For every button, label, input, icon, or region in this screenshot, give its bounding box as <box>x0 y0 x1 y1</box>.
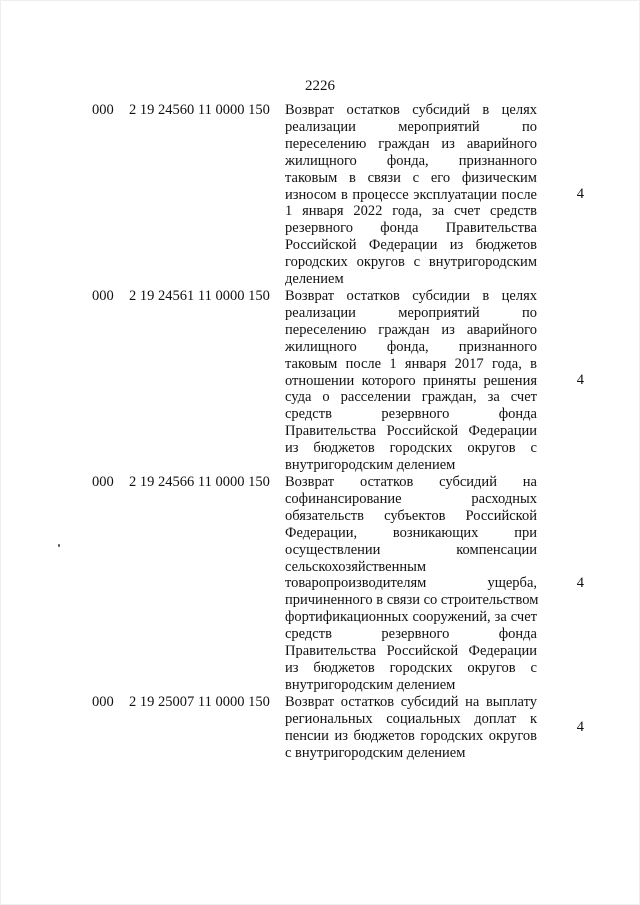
description-line: резервного фонда Правительства <box>285 220 537 237</box>
table-row <box>92 474 592 694</box>
description-line: осуществлении компенсации <box>285 541 537 558</box>
description-line: причиненного в связи со строительством <box>285 592 539 609</box>
row-description <box>285 288 537 474</box>
row-description <box>285 694 537 762</box>
kbk-code: 2 19 24561 11 0000 150 <box>129 288 270 304</box>
description-line: средств резервного фонда <box>285 626 537 643</box>
admin-code: 000 <box>92 288 114 304</box>
row-description <box>285 474 537 694</box>
description-line: сельскохозяйственным <box>285 558 427 575</box>
table-row <box>92 102 592 288</box>
description-line: региональных социальных доплат к <box>285 710 537 727</box>
description-line: обязательств субъектов Российской <box>285 507 537 524</box>
description-line: жилищного фонда, признанного <box>285 338 537 355</box>
description-line: городских округов с внутригородским <box>285 254 537 271</box>
description-line: Возврат остатков субсидий на <box>285 474 537 490</box>
description-line: внутригородским делением <box>285 457 456 474</box>
table-row <box>92 694 592 764</box>
description-line: Российской Федерации из бюджетов <box>285 237 537 254</box>
admin-code: 000 <box>92 102 114 118</box>
description-line: Возврат остатков субсидий в целях <box>285 102 537 118</box>
description-line: Возврат остатков субсидий на выплату <box>285 694 537 710</box>
scan-speck <box>58 544 60 547</box>
admin-code: 000 <box>92 694 114 710</box>
description-line: фортификационных сооружений, за счет <box>285 609 537 626</box>
description-line: реализации мероприятий по <box>285 304 537 321</box>
row-value: 4 <box>576 372 584 388</box>
description-line: таковым в связи с его физическим <box>285 169 537 186</box>
description-line: делением <box>285 271 344 288</box>
description-line: Правительства Российской Федерации <box>285 423 537 440</box>
page-number: 2226 <box>305 78 335 94</box>
row-value: 4 <box>576 186 584 202</box>
description-line: внутригородским делением <box>285 676 456 693</box>
description-line: с внутригородским делением <box>285 744 466 761</box>
description-line: износом в процессе эксплуатации после <box>285 186 537 203</box>
row-value: 4 <box>576 719 584 735</box>
table-row <box>92 288 592 474</box>
description-line: Правительства Российской Федерации <box>285 643 537 660</box>
kbk-code: 2 19 25007 11 0000 150 <box>129 694 270 710</box>
description-line: реализации мероприятий по <box>285 118 537 135</box>
kbk-code: 2 19 24566 11 0000 150 <box>129 474 270 490</box>
description-line: товаропроизводителям ущерба, <box>285 575 537 592</box>
description-line: средств резервного фонда <box>285 406 537 423</box>
kbk-code: 2 19 24560 11 0000 150 <box>129 102 270 118</box>
description-line: из бюджетов городских округов с <box>285 440 537 457</box>
description-line: Возврат остатков субсидии в целях <box>285 288 537 304</box>
row-value: 4 <box>576 575 584 591</box>
description-line: суда о расселении граждан, за счет <box>285 389 537 406</box>
admin-code: 000 <box>92 474 114 490</box>
description-line: таковым после 1 января 2017 года, в <box>285 355 537 372</box>
description-line: софинансирование расходных <box>285 490 537 507</box>
description-line: переселению граждан из аварийного <box>285 135 537 152</box>
description-line: переселению граждан из аварийного <box>285 321 537 338</box>
description-line: из бюджетов городских округов с <box>285 659 537 676</box>
description-line: пенсии из бюджетов городских округов <box>285 727 537 744</box>
row-description <box>285 102 537 288</box>
description-line: отношении которого приняты решения <box>285 372 537 389</box>
code-table <box>92 102 592 764</box>
description-line: 1 января 2022 года, за счет средств <box>285 203 537 220</box>
description-line: жилищного фонда, признанного <box>285 152 537 169</box>
description-line: Федерации, возникающих при <box>285 524 537 541</box>
